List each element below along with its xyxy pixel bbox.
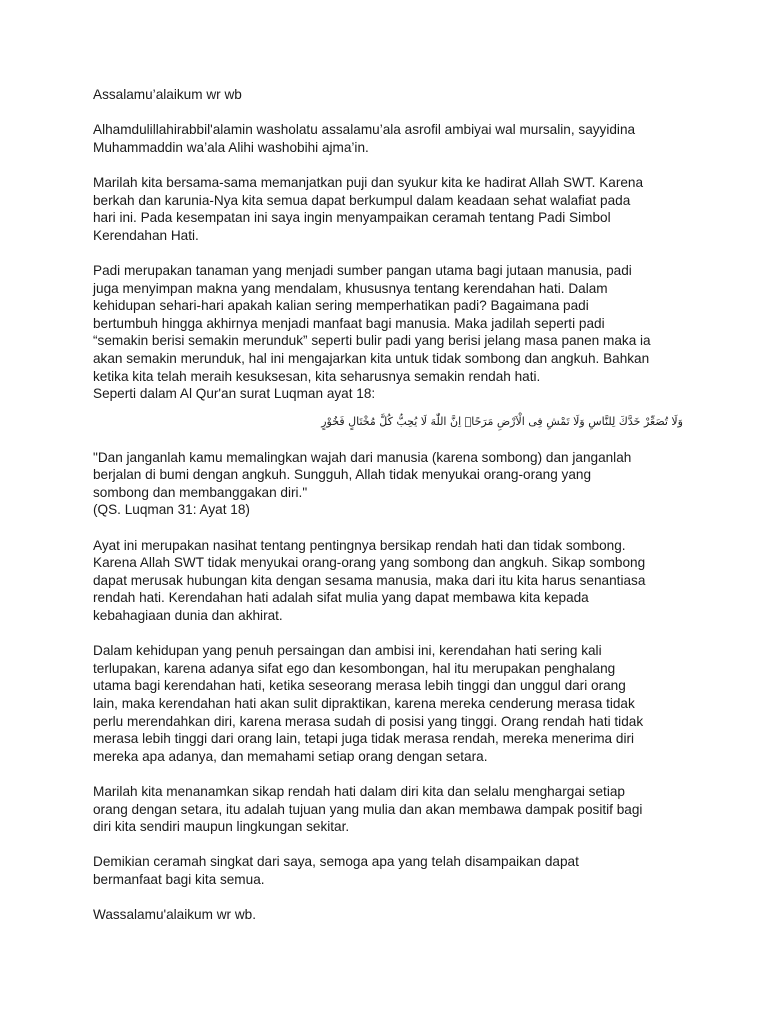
competition-paragraph: Dalam kehidupan yang penuh persaingan dan ambisi ini, kerendahan hati sering kali terlupakan, karena adanya sifat ego dan kesombongan, hal itu merupakan penghalang utama bagi kerendahan hati, ketika seseorang merasa lebih tinggi dan unggul dari orang lain, maka kerendahan hati akan sulit dipraktikan, karena mereka cenderung merasa tidak perlu merendahkan diri, karena merasa sudah di posisi yang tinggi. Orang rendah hati tidak merasa lebih tinggi dari orang lain, tetapi juga tidak merasa rendah, mereka menerima diri mereka apa adanya, dan memahami setiap orang dengan setara. [93, 643, 644, 764]
explanation-paragraph: Ayat ini merupakan nasihat tentang pentingnya bersikap rendah hati dan tidak sombong. Karena Allah SWT tidak menyukai orang-orang yang sombong dan angkuh. Sikap sombong dapat merusak hubungan kita dengan sesama manusia, maka dari itu kita harus senantiasa rendah hati. Kerendahan hati adalah sifat mulia yang dapat membawa kita kepada kebahagiaan dunia dan akhirat. [93, 537, 646, 624]
opening-paragraph: Alhamdulillahirabbil'alamin washolatu assalamu’ala asrofil ambiyai wal mursalin, sayyidina Muhammaddin wa’ala Alihi washobihi ajma’in. [93, 122, 636, 155]
intro-paragraph: Marilah kita bersama-sama memanjatkan puji dan syukur kita ke hadirat Allah SWT. Karena berkah dan karunia-Nya kita semua dapat berkumpul dalam keadaan sehat walafiat pada hari ini. Pada kesempatan ini saya ingin menyampaikan ceramah tentang Padi Simbol Kerendahan Hati. [93, 174, 644, 243]
document-page [93, 86, 683, 941]
arabic-verse-text: وَلَا تُصَعِّرْ خَدَّكَ لِلنَّاسِ وَلَا تَمْشِ فِى الْاَرْضِ مَرَحًاۗ اِنَّ اللّٰهَ لَا يُحِبُّ كُلَّ مُخْتَالٍ فَخُوْرٍ [321, 414, 683, 428]
padi-paragraph: Padi merupakan tanaman yang menjadi sumber pangan utama bagi jutaan manusia, padi juga menyimpan makna yang mendalam, khususnya tentang kerendahan hati. Dalam kehidupan sehari-hari apakah kalian sering memperhatikan padi? Bagaimana padi bertumbuh hingga akhirnya menjadi manfaat bagi manusia. Maka jadilah seperti padi “semakin berisi semakin merunduk” seperti bulir padi yang berisi jelang masa panen maka ia akan semakin merunduk, hal ini mengajarkan kita untuk tidak sombong dan angkuh. Bahkan ketika kita telah meraih kesuksesan, kita seharusnya semakin rendah hati. Seperti dalam Al Qur'an surat Luqman ayat 18: [93, 262, 651, 402]
translation-paragraph: "Dan janganlah kamu memalingkan wajah dari manusia (karena sombong) dan janganlah berjalan di bumi dengan angkuh. Sungguh, Allah tidak menyukai orang-orang yang sombong dan membanggakan diri." (QS. Luqman 31: Ayat 18) [93, 449, 632, 518]
arabic-verse [93, 409, 683, 435]
greeting-paragraph: Assalamu’alaikum wr wb [93, 87, 242, 102]
invitation-paragraph: Marilah kita menanamkan sikap rendah hati dalam diri kita dan selalu menghargai setiap orang dengan setara, itu adalah tujuan yang mulia dan akan membawa dampak positif bagi diri kita sendiri maupun lingkungan sekitar. [93, 783, 643, 835]
closing-paragraph: Demikian ceramah singkat dari saya, semoga apa yang telah disampaikan dapat bermanfaat bagi kita semua. [93, 854, 579, 887]
farewell-paragraph: Wassalamu'alaikum wr wb. [93, 907, 256, 923]
